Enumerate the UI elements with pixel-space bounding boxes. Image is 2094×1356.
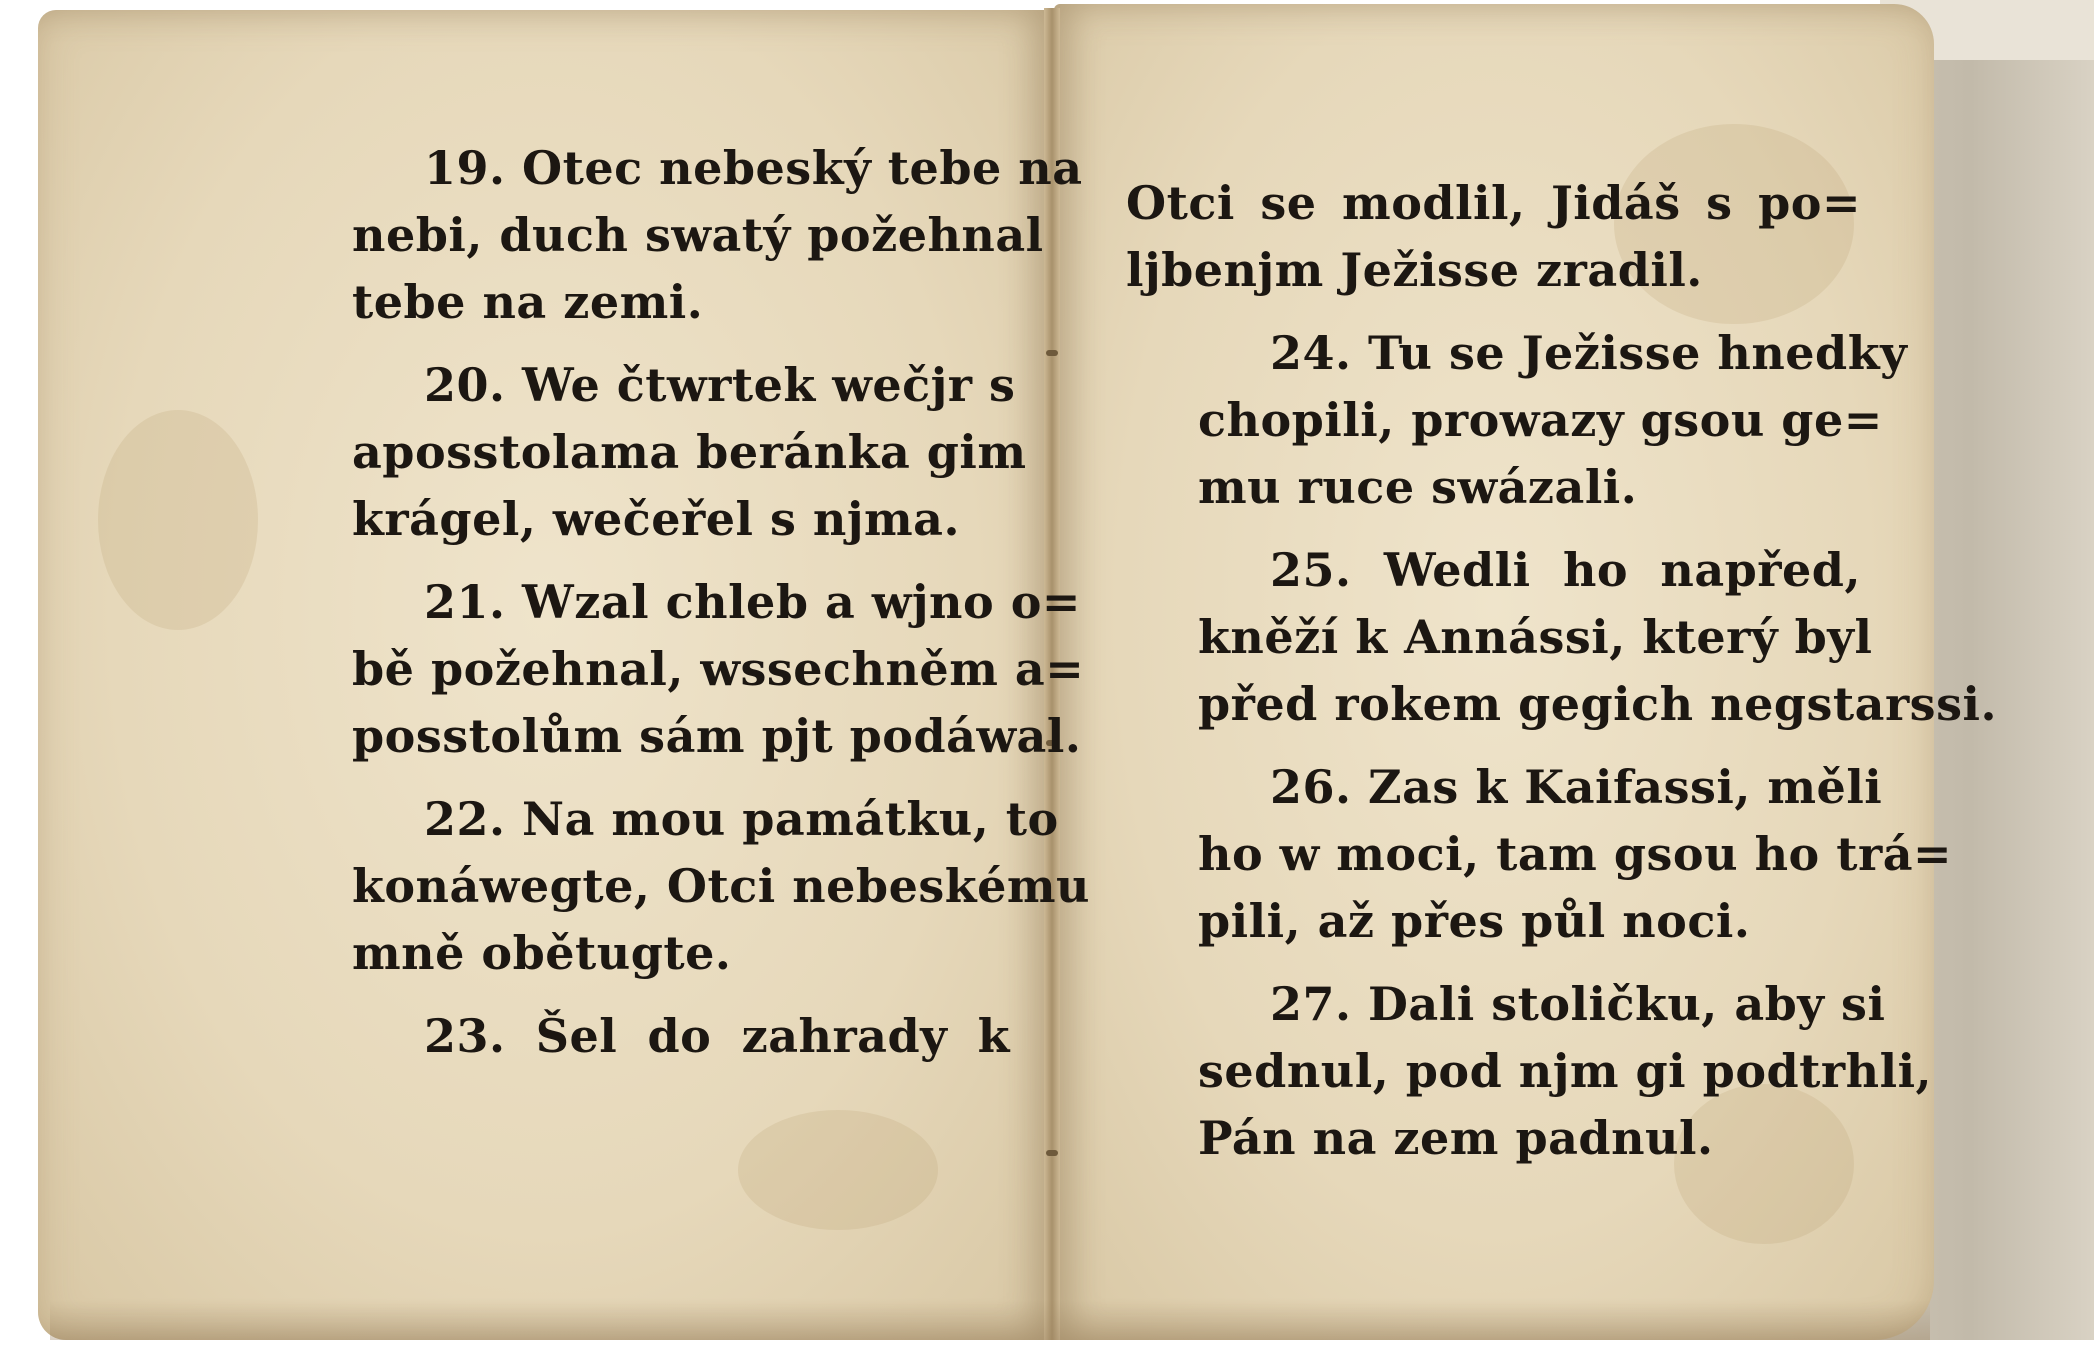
text-line: 20. We čtwrtek wečjr s [424,358,1016,412]
text-line: kněží k Annássi, který byl [1198,610,1873,664]
text-line: chopili, prowazy gsou ge= [1198,393,1883,447]
verse-25 [1126,537,1997,738]
verse-19 [280,135,1083,336]
verse-22 [280,786,1090,987]
text-line: před rokem gegich negstarssi. [1198,677,1997,731]
text-line: 19. Otec nebeský tebe na [424,141,1083,195]
text-line: Pán na zem padnul. [1198,1111,1714,1165]
verse-27 [1126,971,1933,1172]
text-line: pili, až přes půl noci. [1198,894,1751,948]
binding-stitch [1046,1150,1058,1156]
text-line: konáwegte, Otci nebeskému [352,859,1090,913]
text-line: 23. Šel do zahrady k [424,1009,1010,1063]
page-bottom-edge [50,1300,1930,1340]
text-line: posstolům sám pjt podáwal. [352,709,1082,763]
text-line: 27. Dali stoličku, aby si [1270,977,1886,1031]
text-line: Otci se modlil, Jidáš s po= [1126,176,1861,230]
text-line: ho w moci, tam gsou ho trá= [1198,827,1953,881]
text-line: mně obětugte. [352,926,732,980]
text-line: 21. Wzal chleb a wjno o= [424,575,1081,629]
text-line: bě požehnal, wssechněm a= [352,642,1085,696]
verse-23-continued [1126,170,1861,304]
right-page-text [1126,170,1997,1188]
text-line: nebi, duch swatý požehnal [352,208,1044,262]
text-line: 22. Na mou památku, to [424,792,1059,846]
paper-stain [738,1110,938,1230]
verse-21 [280,569,1085,770]
text-line: 24. Tu se Ježisse hnedky [1270,326,1908,380]
text-line: aposstolama beránka gim [352,425,1027,479]
text-line: 26. Zas k Kaifassi, měli [1270,760,1883,814]
binding-stitch [1046,350,1058,356]
text-line: krágel, wečeřel s njma. [352,492,960,546]
verse-26 [1126,754,1953,955]
text-line: 25. Wedli ho napřed, [1270,543,1861,597]
left-page-text [280,135,1090,1086]
verse-23 [280,1003,1010,1070]
verse-20 [280,352,1027,553]
verse-24 [1126,320,1908,521]
text-line: mu ruce swázali. [1198,460,1638,514]
paper-stain [98,410,258,630]
text-line: tebe na zemi. [352,275,704,329]
text-line: ljbenjm Ježisse zradil. [1126,243,1703,297]
text-line: sednul, pod njm gi podtrhli, [1198,1044,1933,1098]
